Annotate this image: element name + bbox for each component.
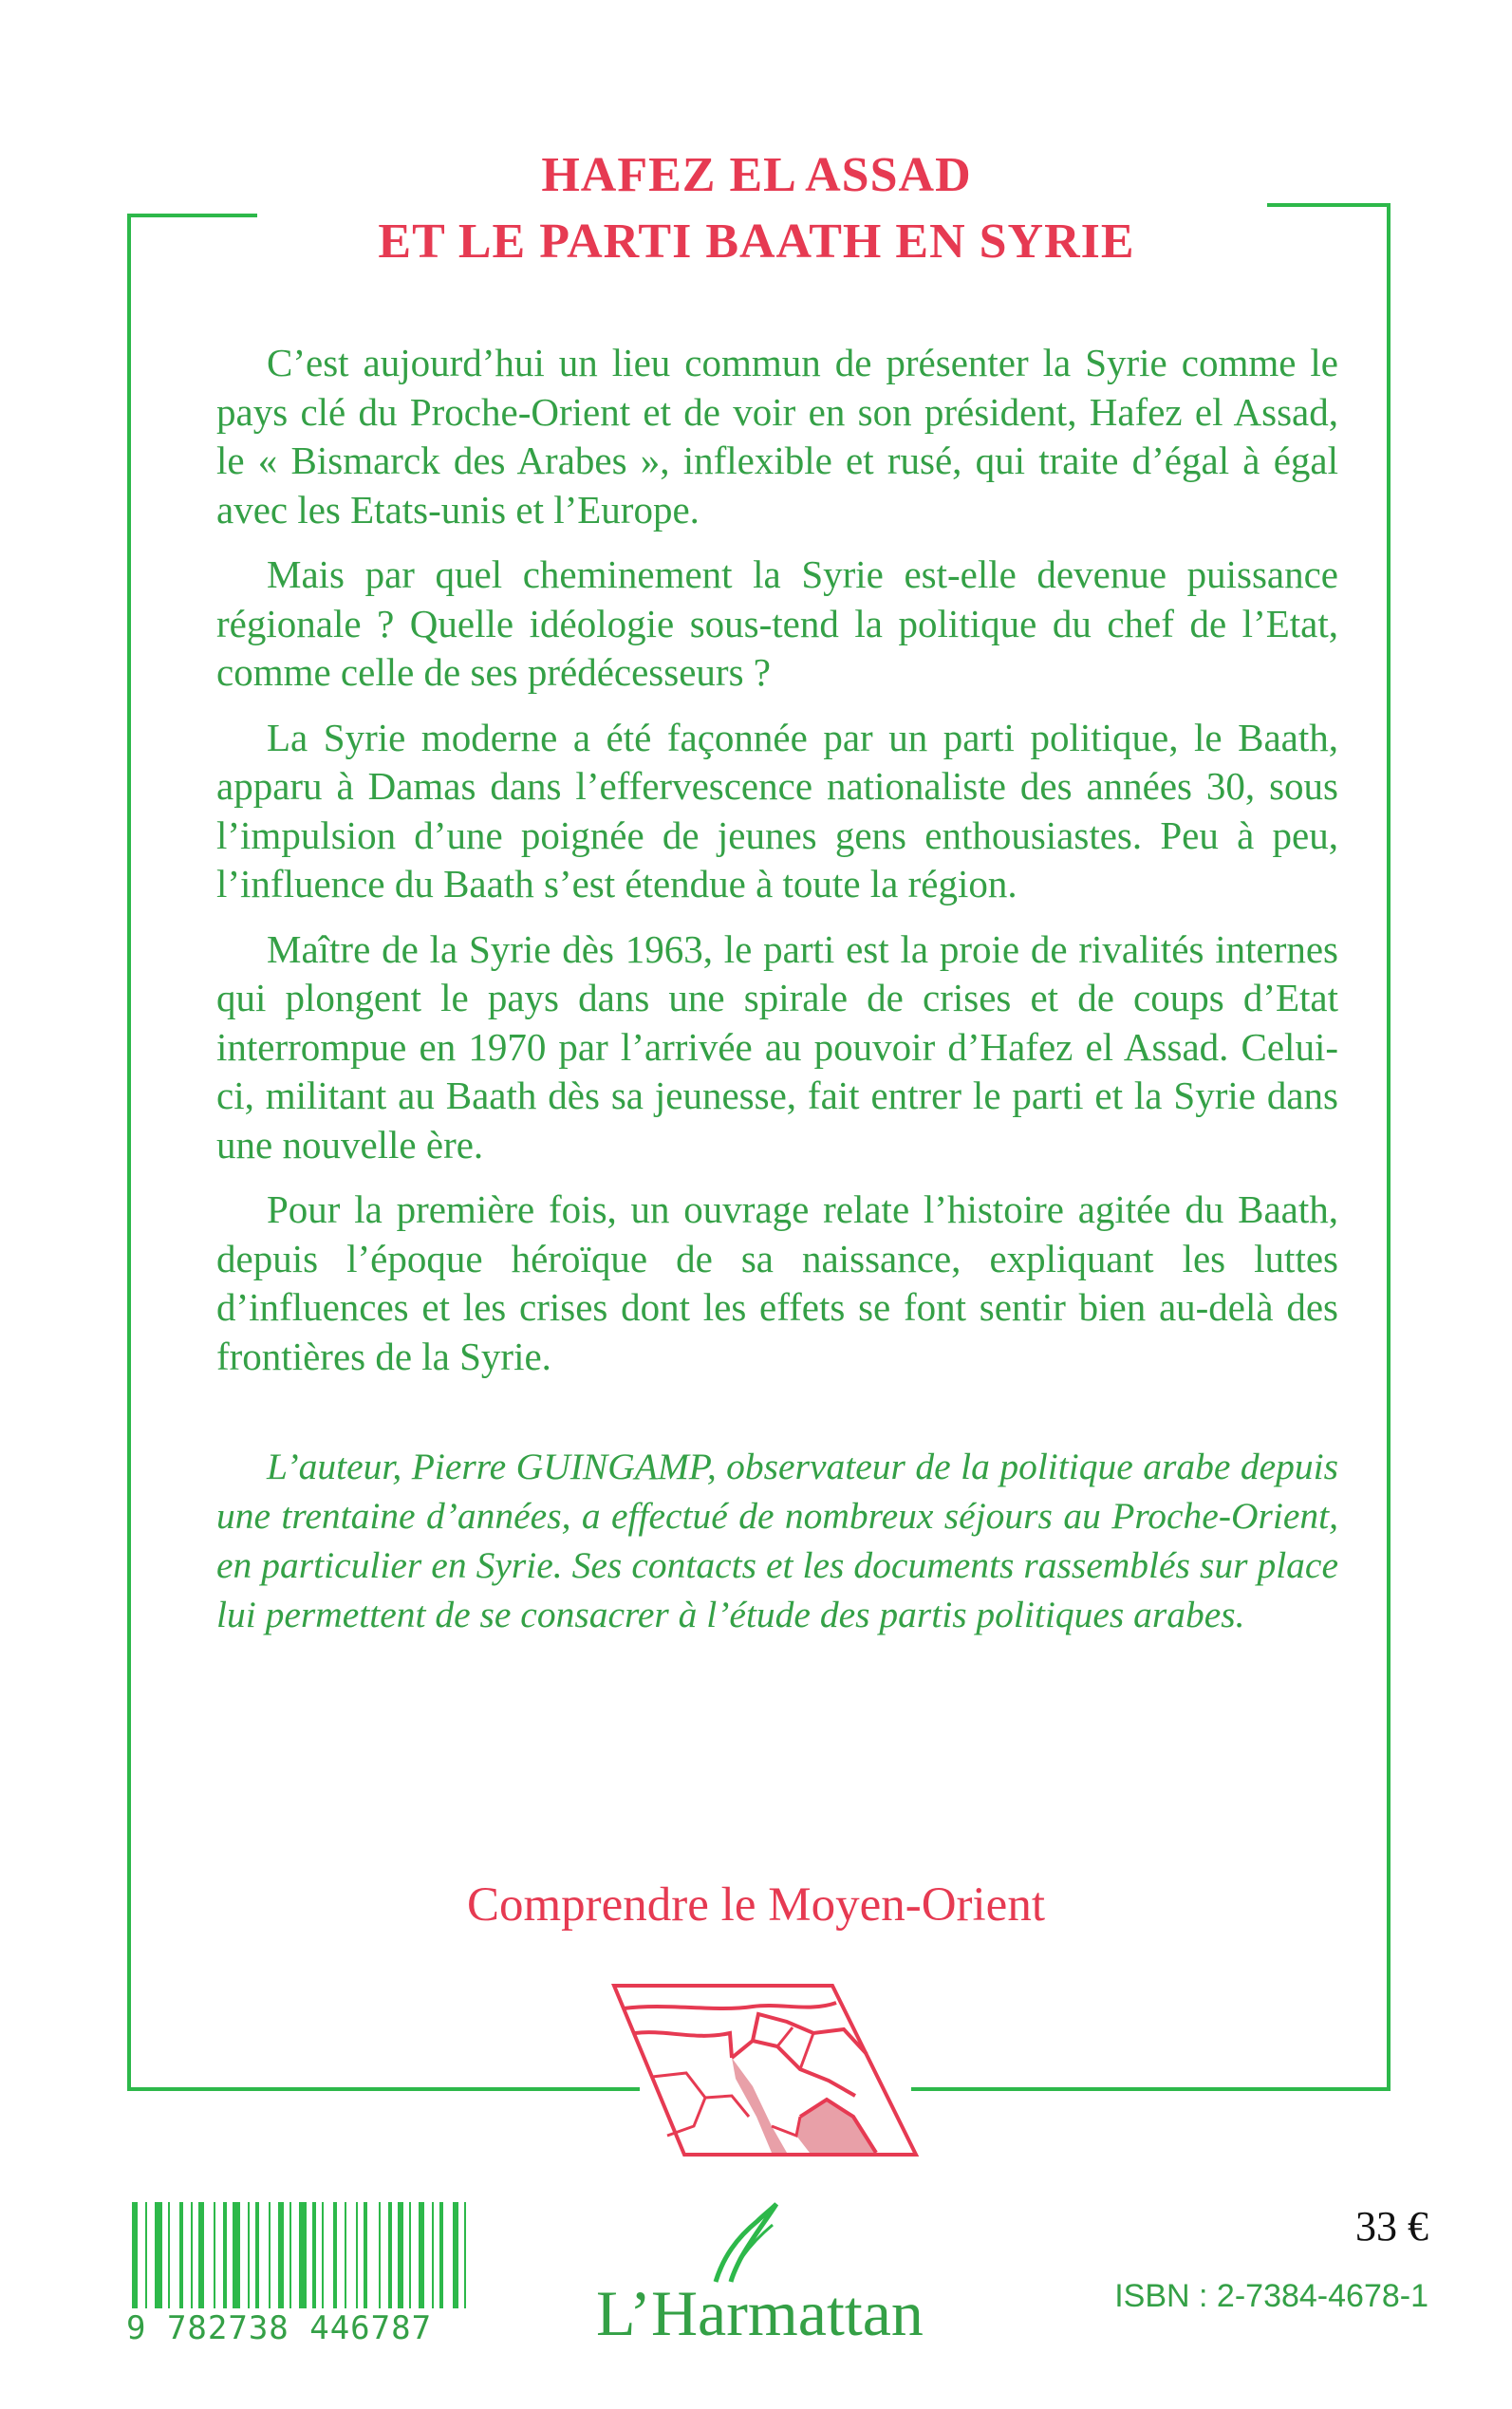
- barcode-bar: [453, 2202, 458, 2308]
- isbn: ISBN : 2-7384-4678-1: [1114, 2278, 1428, 2314]
- barcode-bar: [356, 2202, 358, 2308]
- barcode-bar: [439, 2202, 443, 2308]
- barcode-bar: [132, 2202, 138, 2308]
- barcode-bar: [398, 2202, 403, 2308]
- author-note: L’auteur, Pierre GUINGAMP, observateur de la politique arabe depuis une trentaine d’années, a effectué de nombreux séjours au Proche-Orient, en particulier en Syrie. Ses contacts et les documents rassemblés sur place lui permettent de se consacrer à l’étude des partis politiques arabes.: [216, 1446, 1338, 1635]
- frame-bottom-right: [911, 2087, 1391, 2091]
- barcode-bar: [345, 2202, 346, 2308]
- frame-bottom-left: [127, 2087, 640, 2091]
- barcode-digits: 9 782738 446787: [126, 2309, 433, 2347]
- barcode-bar: [322, 2202, 324, 2308]
- title-line-1: HAFEZ EL ASSAD: [541, 148, 972, 202]
- price: 33 €: [1355, 2203, 1428, 2250]
- description: [216, 339, 1338, 1397]
- publisher-logo-flourish-icon: [704, 2200, 780, 2286]
- paragraph-5: Pour la première fois, un ouvrage relate l’histoire agitée du Baath, depuis l’époque héroïque de sa naissance, expliquant les luttes d’influences et les crises dont les effets se font sentir bien au-delà des frontières de la Syrie.: [216, 1187, 1338, 1378]
- barcode-bar: [255, 2202, 259, 2308]
- barcode-bar: [168, 2202, 170, 2308]
- barcode-bar: [299, 2202, 307, 2308]
- frame-top-left: [127, 214, 257, 217]
- barcode-bar: [214, 2202, 215, 2308]
- barcode-bar: [464, 2202, 466, 2308]
- barcode-bar: [179, 2202, 183, 2308]
- frame-left: [127, 214, 131, 2091]
- paragraph-4: Maître de la Syrie dès 1963, le parti est la proie de rivalités internes qui plongent le pays dans une spirale de crises et de coups d’Etat interrompue en 1970 par l’arrivée au pouvoir d’Hafez el Assad. Celui-ci, militant au Baath dès sa jeunesse, fait entrer le parti et la Syrie dans une nouvelle ère.: [216, 926, 1338, 1167]
- title-line-2: ET LE PARTI BAATH EN SYRIE: [378, 215, 1135, 269]
- barcode-bar: [409, 2202, 411, 2308]
- barcode-bar: [248, 2202, 250, 2308]
- barcode-bar: [191, 2202, 193, 2308]
- barcode-bar: [432, 2202, 434, 2308]
- barcode-icon: [128, 2202, 503, 2308]
- paragraph-2: Mais par quel cheminement la Syrie est-elle devenue puissance régionale ? Quelle idéologie sous-tend la politique du chef de l’Etat, comme celle de ses prédécesseurs ?: [216, 552, 1338, 694]
- publisher-logo: L’Harmattan: [596, 2277, 924, 2349]
- barcode-bar: [333, 2202, 337, 2308]
- barcode-bar: [312, 2202, 316, 2308]
- barcode-bar: [289, 2202, 291, 2308]
- barcode-bar: [269, 2202, 271, 2308]
- barcode-bar: [419, 2202, 424, 2308]
- barcode-bar: [379, 2202, 381, 2308]
- paragraph-1: C’est aujourd’hui un lieu commun de présenter la Syrie comme le pays clé du Proche-Orient et de voir en son président, Hafez el Assad, le « Bismarck des Arabes », inflexible et rusé, qui traite d’égal à égal avec les Etats-unis et l’Europe.: [216, 341, 1338, 532]
- barcode-bar: [223, 2202, 227, 2308]
- barcode-bar: [233, 2202, 240, 2308]
- middle-east-map-icon: [610, 1974, 924, 2164]
- barcode-bar: [155, 2202, 162, 2308]
- frame-right: [1387, 203, 1391, 2091]
- paragraph-3: La Syrie moderne a été façonnée par un parti politique, le Baath, apparu à Damas dans l’effervescence nationaliste des années 30, sous l’impulsion d’une poignée de jeunes gens enthousiastes. Peu à peu, l’influence du Baath s’est étendue à toute la région.: [216, 715, 1338, 906]
- book-title: [266, 142, 1247, 275]
- frame-top-right: [1267, 203, 1391, 207]
- barcode-bar: [145, 2202, 147, 2308]
- series-name: Comprendre le Moyen-Orient: [467, 1878, 1045, 1932]
- barcode-bar: [278, 2202, 284, 2308]
- barcode-bar: [388, 2202, 392, 2308]
- barcode-bar: [198, 2202, 204, 2308]
- barcode-bar: [364, 2202, 367, 2308]
